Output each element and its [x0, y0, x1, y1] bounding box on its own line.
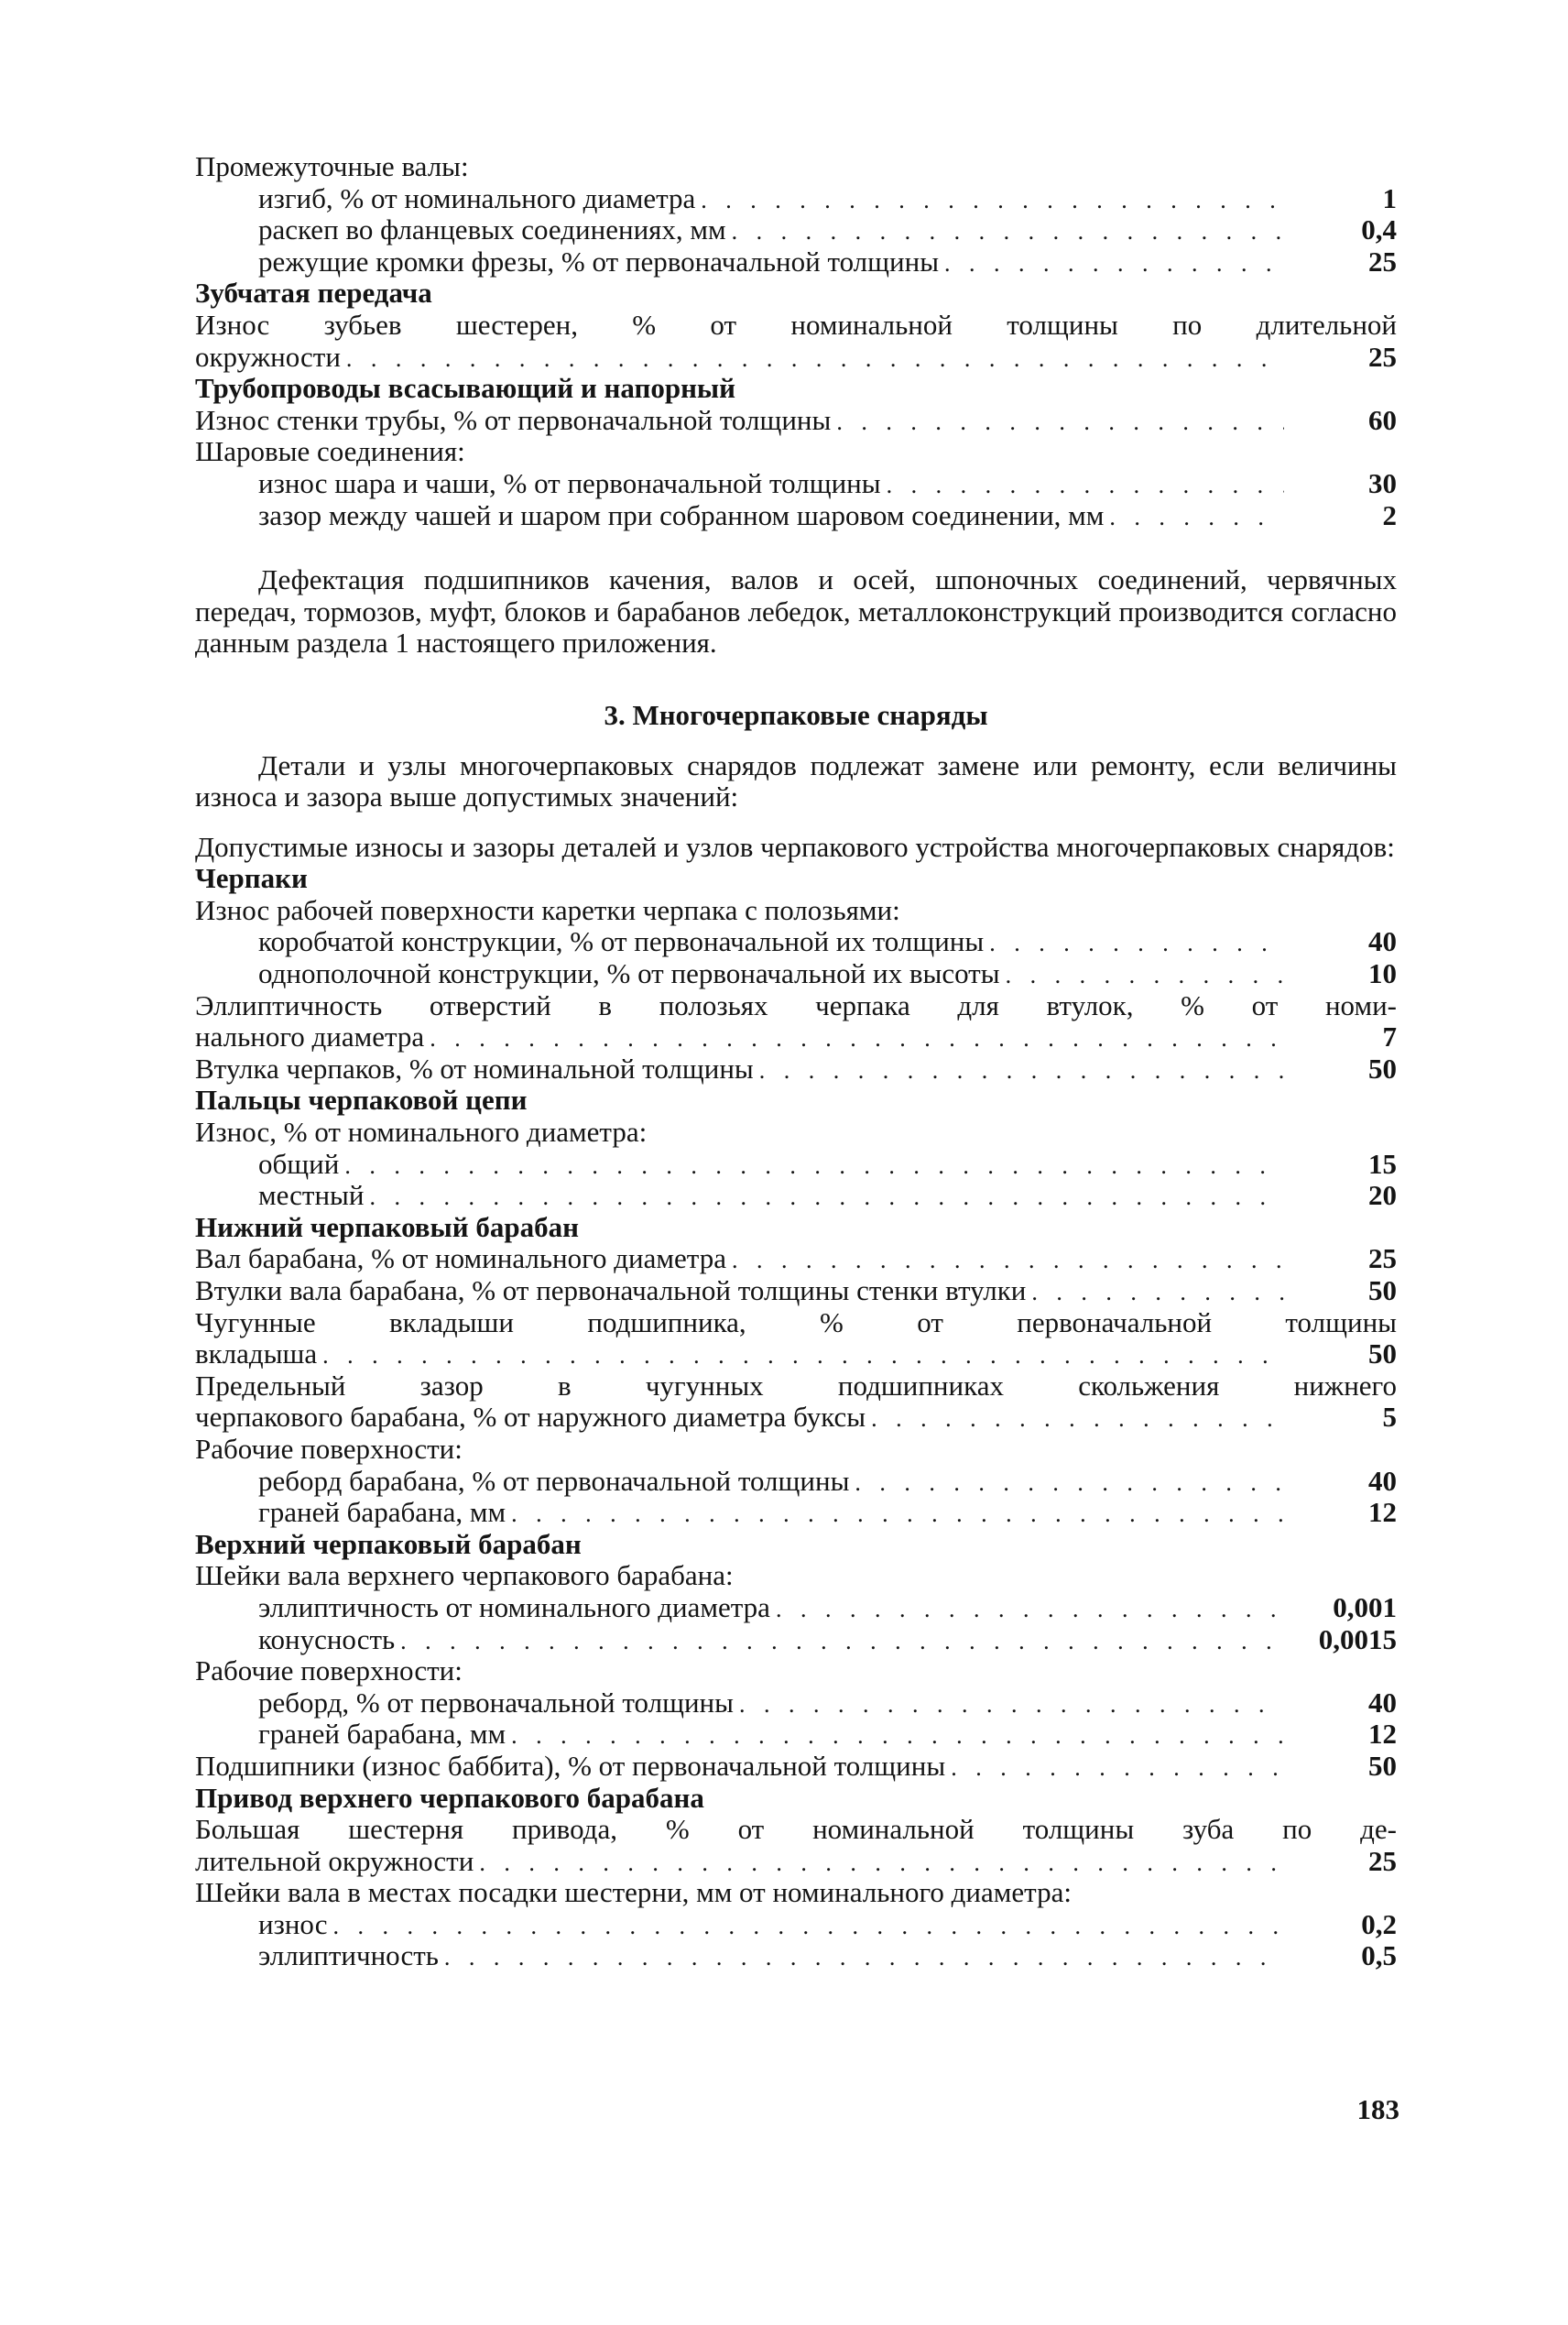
spec-row	[195, 1021, 1397, 1053]
dot-leader	[1109, 502, 1284, 534]
spec-label: реборд, % от первоначальной толщины	[258, 1686, 734, 1719]
spec-row	[195, 1402, 1397, 1434]
spec-row	[195, 1687, 1397, 1719]
spec-value: 50	[1368, 1274, 1397, 1306]
lower-drum-heading: Нижний черпаковый барабан	[195, 1210, 579, 1243]
spec-value: 0,001	[1333, 1590, 1397, 1623]
spec-text-line: Рабочие поверхности:	[195, 1432, 463, 1465]
spec-row	[195, 1180, 1397, 1212]
allowed-intro: Допустимые износы и зазоры деталей и узлов черпакового устройства многочерпаковых снарядов:	[195, 830, 1395, 863]
spec-value: 25	[1368, 245, 1397, 278]
spec-text-line: Эллиптичность отверстий в полозьях черпака для втулок, % от номи-	[195, 988, 1397, 1021]
dot-leader	[887, 470, 1284, 502]
spec-row	[195, 1149, 1397, 1181]
dot-leader	[369, 1182, 1284, 1214]
dot-leader	[511, 1720, 1284, 1752]
spec-label: нального диаметра	[195, 1021, 425, 1053]
spec-label: общий	[258, 1147, 340, 1180]
dot-leader	[701, 185, 1284, 217]
spec-row	[195, 1497, 1397, 1529]
dot-leader	[871, 1403, 1284, 1435]
spec-row	[195, 468, 1397, 500]
pins-heading: Пальцы черпаковой цепи	[195, 1084, 528, 1117]
spec-value: 60	[1368, 403, 1397, 436]
ball-joints-heading: Шаровые соединения:	[195, 435, 465, 468]
spec-text-line: Износ рабочей поверхности каретки черпака с полозьями:	[195, 893, 900, 926]
spec-label: конусность	[258, 1622, 396, 1655]
spec-text-line: Рабочие поверхности:	[195, 1654, 463, 1687]
spec-value: 5	[1382, 1401, 1397, 1434]
spec-row	[195, 1846, 1397, 1878]
spec-label: зазор между чашей и шаром при собранном шаровом соединении, мм	[258, 498, 1105, 531]
page-number: 183	[1356, 2093, 1399, 2125]
spec-value: 1	[1382, 181, 1397, 214]
spec-value: 0,5	[1361, 1939, 1397, 1972]
dot-leader	[739, 1689, 1284, 1721]
spec-value: 40	[1368, 925, 1397, 958]
dot-leader	[344, 1151, 1284, 1183]
page-content	[195, 151, 1397, 1972]
dot-leader	[732, 1245, 1284, 1277]
spec-label: режущие кромки фрезы, % от первоначальной толщины	[258, 245, 940, 278]
spec-value: 7	[1382, 1021, 1397, 1053]
dot-leader	[400, 1626, 1284, 1658]
pipes-heading: Трубопроводы всасывающий и напорный	[195, 372, 735, 405]
spec-row	[195, 183, 1397, 215]
section-intro: Детали и узлы многочерпаковых снарядов подлежат замене или ремонту, если величины износа и зазора выше допустимых значений:	[195, 748, 1397, 813]
spec-label: Втулки вала барабана, % от первоначальной толщины стенки втулки	[195, 1274, 1027, 1306]
spec-value: 20	[1368, 1179, 1397, 1212]
spec-text-line: Шейки вала в местах посадки шестерни, мм от номинального диаметра:	[195, 1876, 1072, 1909]
spec-text-line: Предельный зазор в чугунных подшипниках скольжения нижнего	[195, 1369, 1397, 1402]
spec-value: 12	[1368, 1496, 1397, 1529]
spec-row	[195, 1592, 1397, 1624]
spec-text-line: Шейки вала верхнего черпакового барабана:	[195, 1559, 734, 1592]
dot-leader	[511, 1499, 1284, 1531]
dot-leader	[732, 216, 1284, 248]
spec-value: 12	[1368, 1718, 1397, 1751]
dot-leader	[444, 1942, 1284, 1974]
dot-leader	[776, 1594, 1284, 1626]
spec-row	[195, 500, 1397, 532]
dot-leader	[836, 407, 1284, 439]
spec-label: лительной окружности	[195, 1844, 474, 1877]
spec-row	[195, 1338, 1397, 1370]
spec-text-line: Чугунные вкладыши подшипника, % от первоначальной толщины	[195, 1305, 1397, 1338]
spec-value: 25	[1368, 1844, 1397, 1877]
buckets-heading: Черпаки	[195, 862, 308, 895]
dot-leader	[1031, 1277, 1284, 1309]
spec-label: Вал барабана, % от номинального диаметра	[195, 1242, 726, 1275]
spec-label: износ	[258, 1907, 328, 1940]
dot-leader	[759, 1055, 1284, 1087]
dot-leader	[322, 1340, 1284, 1372]
spec-label: черпакового барабана, % от наружного диаметра буксы	[195, 1401, 866, 1434]
spec-label: износ шара и чаши, % от первоначальной толщины	[258, 466, 881, 499]
spec-value: 0,0015	[1318, 1622, 1397, 1655]
spec-label: реборд барабана, % от первоначальной толщины	[258, 1464, 850, 1497]
spec-row	[195, 342, 1397, 374]
spec-label: окружности	[195, 340, 341, 373]
dot-leader	[346, 344, 1284, 376]
spec-label: Износ стенки трубы, % от первоначальной толщины	[195, 403, 832, 436]
spec-value: 50	[1368, 1337, 1397, 1370]
spec-label: Подшипники (износ баббита), % от первоначальной толщины	[195, 1749, 946, 1782]
spec-row	[195, 405, 1397, 437]
spec-text-line: Износ зубьев шестерен, % от номинальной толщины по длительной	[195, 308, 1397, 341]
spec-row	[195, 1940, 1397, 1972]
spec-value: 10	[1368, 957, 1397, 990]
spec-label: эллиптичность от номинального диаметра	[258, 1590, 770, 1623]
spec-value: 0,2	[1361, 1907, 1397, 1940]
spec-row	[195, 1466, 1397, 1498]
spec-row	[195, 1053, 1397, 1086]
spec-label: эллиптичность	[258, 1939, 439, 1972]
dot-leader	[944, 248, 1284, 280]
spec-label: Втулка черпаков, % от номинальной толщины	[195, 1052, 754, 1085]
intermediate-shafts-heading: Промежуточные валы:	[195, 150, 469, 182]
spec-label: граней барабана, мм	[258, 1718, 506, 1751]
spec-row	[195, 1909, 1397, 1941]
spec-label: изгиб, % от номинального диаметра	[258, 181, 696, 214]
spec-value: 50	[1368, 1749, 1397, 1782]
spec-row	[195, 1751, 1397, 1783]
section-title: 3. Многочерпаковые снаряды	[604, 698, 988, 731]
spec-label: вкладыша	[195, 1337, 318, 1370]
spec-row	[195, 926, 1397, 958]
spec-label: однополочной конструкции, % от первоначальной их высоты	[258, 957, 1000, 990]
drive-heading: Привод верхнего черпакового барабана	[195, 1781, 704, 1814]
spec-row	[195, 1243, 1397, 1275]
spec-row	[195, 1719, 1397, 1751]
spec-value: 25	[1368, 1242, 1397, 1275]
spec-value: 2	[1382, 498, 1397, 531]
dot-leader	[855, 1468, 1284, 1500]
gear-heading: Зубчатая передача	[195, 277, 432, 310]
spec-text-line: Износ, % от номинального диаметра:	[195, 1116, 648, 1149]
defect-paragraph: Дефектация подшипников качения, валов и осей, шпоночных соединений, червячных передач, тормозов, муфт, блоков и барабанов лебедок, металлоконструкций производится согласно данным раздела 1 настоящего приложения.	[195, 563, 1397, 660]
spec-value: 40	[1368, 1464, 1397, 1497]
upper-drum-heading: Верхний черпаковый барабан	[195, 1527, 582, 1560]
spec-value: 25	[1368, 340, 1397, 373]
spec-value: 0,4	[1361, 213, 1397, 246]
spec-row	[195, 958, 1397, 990]
spec-label: раскеп во фланцевых соединениях, мм	[258, 213, 726, 246]
dot-leader	[430, 1023, 1284, 1055]
spec-label: граней барабана, мм	[258, 1496, 506, 1529]
dot-leader	[951, 1752, 1284, 1785]
spec-row	[195, 246, 1397, 278]
spec-value: 50	[1368, 1052, 1397, 1085]
spec-text-line: Большая шестерня привода, % от номинальной толщины зуба по де-	[195, 1813, 1397, 1846]
spec-value: 15	[1368, 1147, 1397, 1180]
spec-row	[195, 214, 1397, 246]
spec-row	[195, 1275, 1397, 1307]
dot-leader	[332, 1911, 1284, 1943]
dot-leader	[1006, 960, 1284, 992]
spec-label: местный	[258, 1179, 365, 1212]
spec-value: 40	[1368, 1686, 1397, 1719]
spec-value: 30	[1368, 466, 1397, 499]
dot-leader	[479, 1848, 1284, 1880]
spec-label: коробчатой конструкции, % от первоначальной их толщины	[258, 925, 985, 958]
dot-leader	[989, 928, 1284, 960]
spec-row	[195, 1624, 1397, 1656]
